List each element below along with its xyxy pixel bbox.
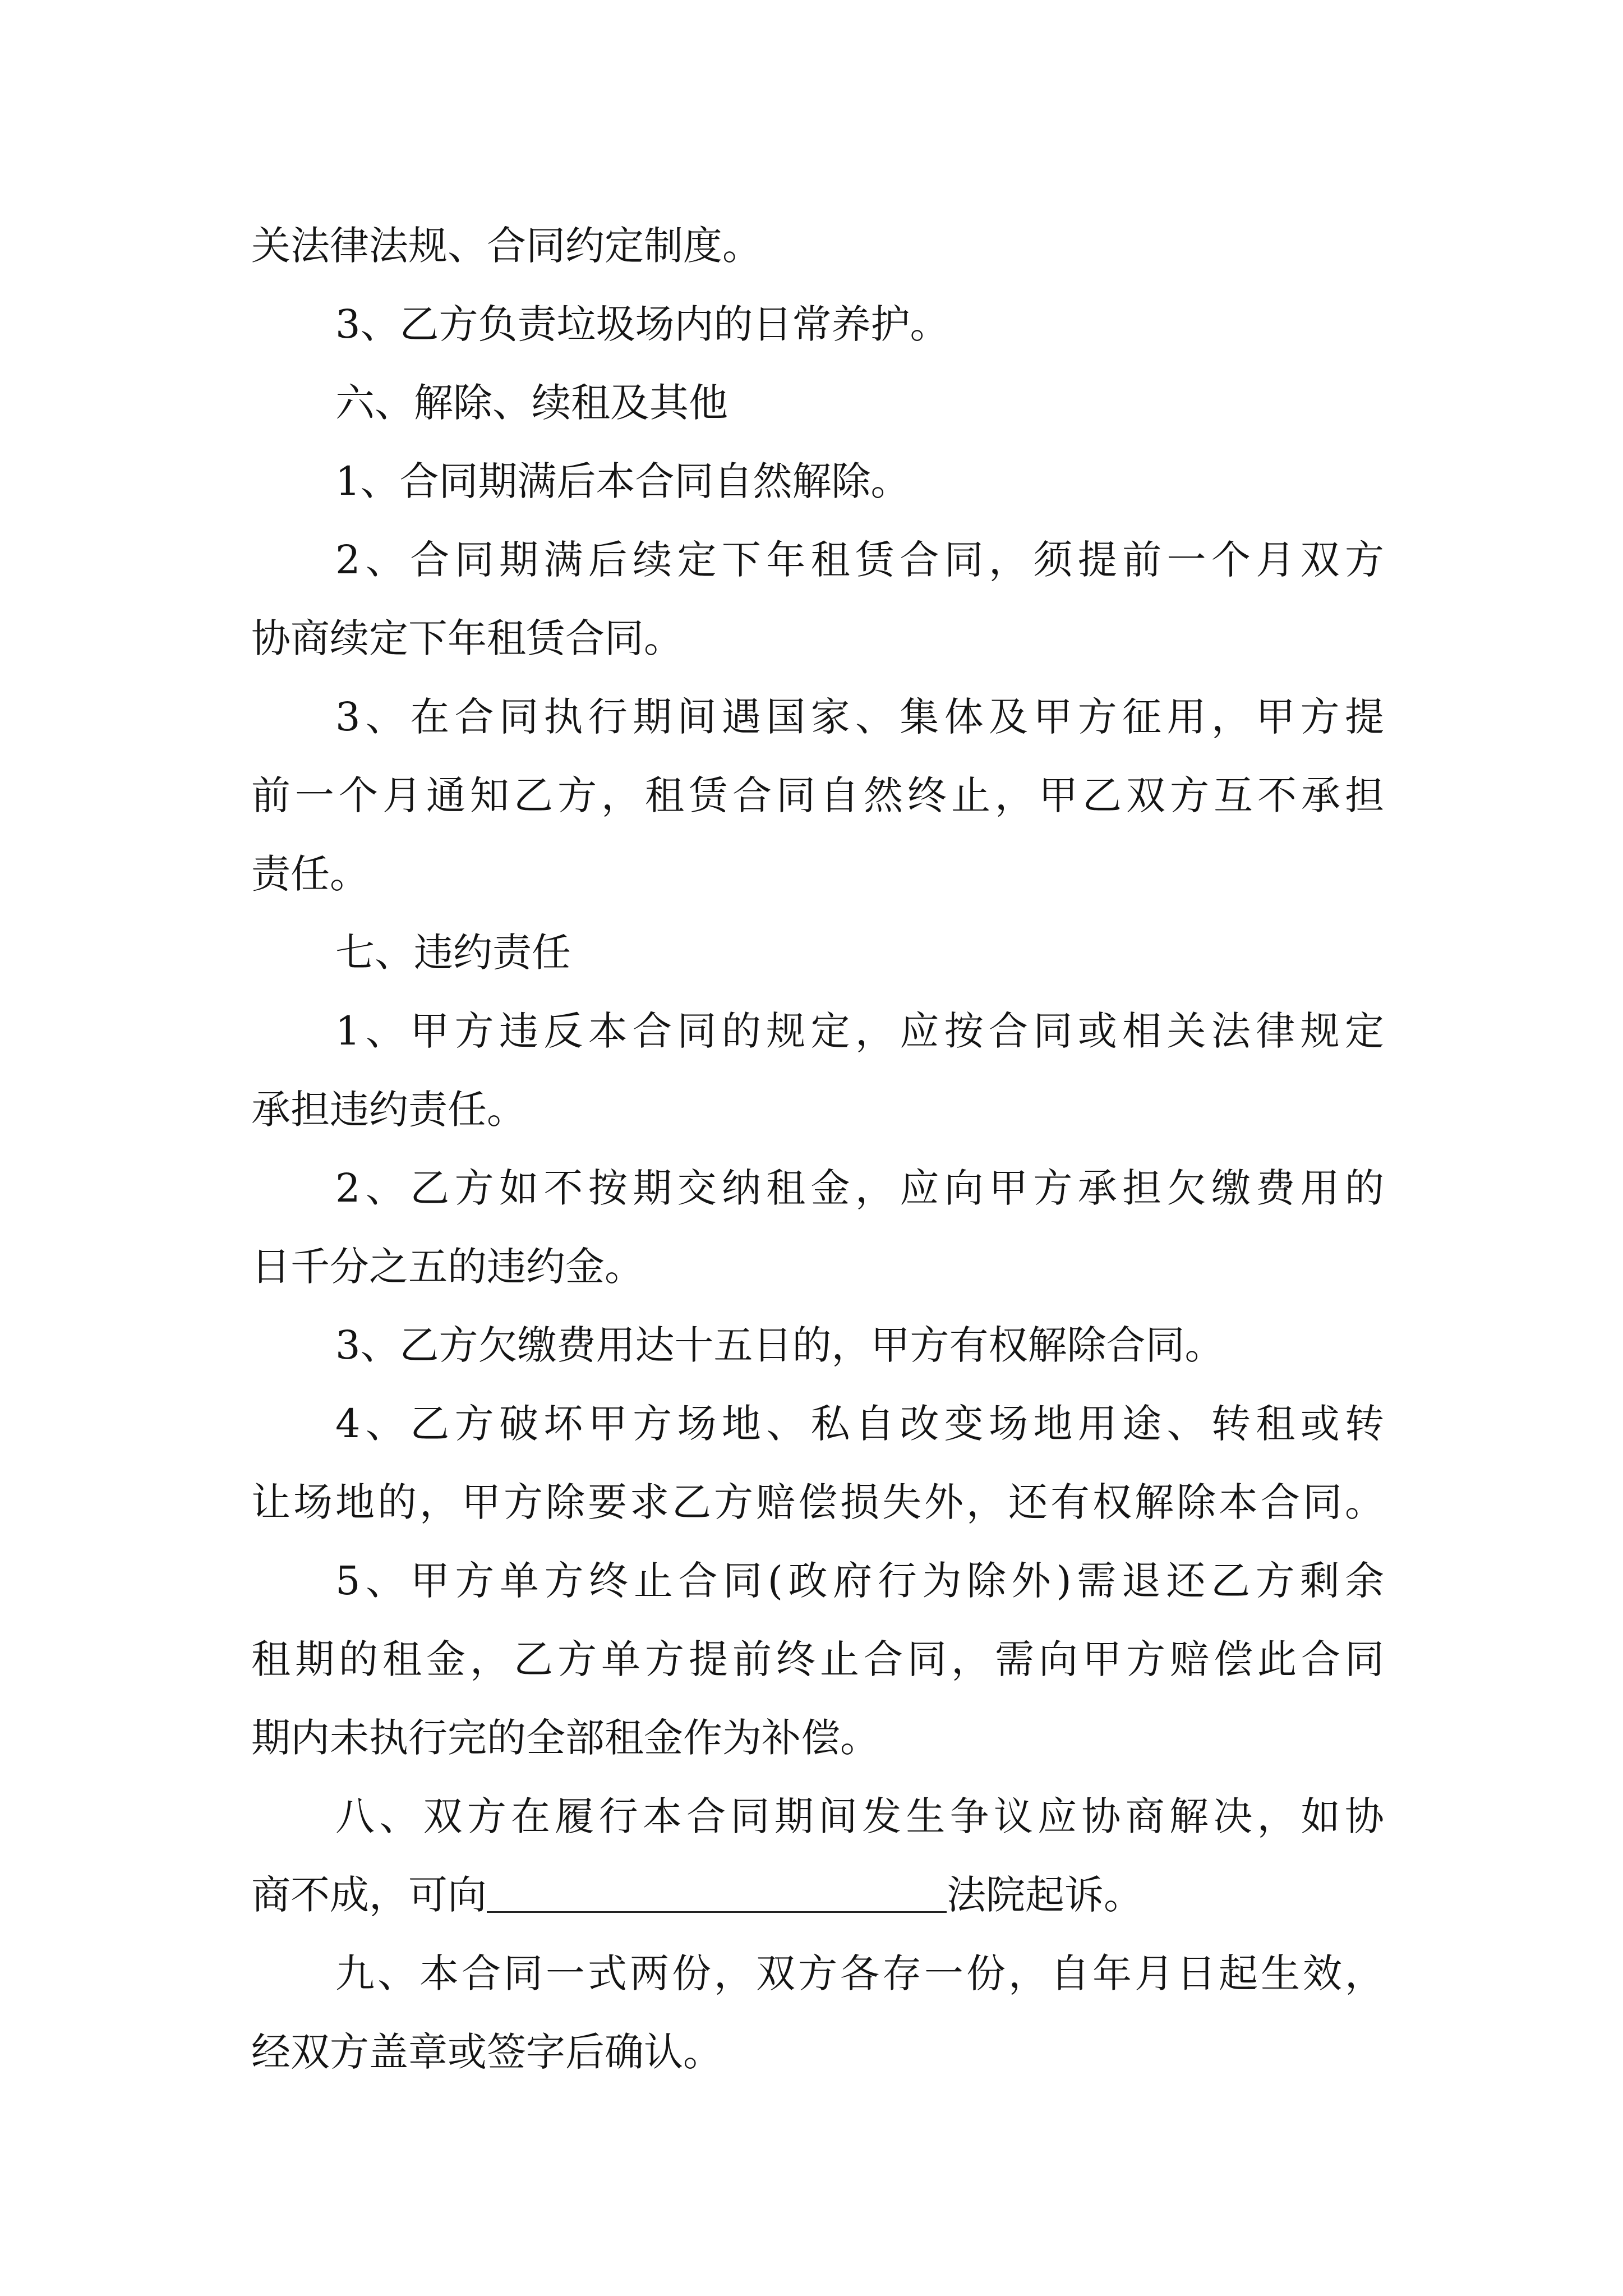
paragraph-line [0,1547,1623,1614]
text-line: 日千分之五的违约金。 [251,1244,644,1290]
paragraph-line [0,1940,1623,2007]
paragraph-line [0,1154,1623,1222]
section-heading: 七、违约责任 [335,930,571,976]
paragraph-line [0,762,1623,829]
text-line: 承担违约责任。 [251,1087,526,1133]
paragraph-line [0,1626,1623,1693]
text-line: 2、合同期满后续定下年租赁合同，须提前一个月双方 [335,537,1384,583]
paragraph-line [0,2018,1623,2086]
text-line: 九、本合同一式两份，双方各存一份，自年月日起生效， [335,1950,1384,1996]
section-heading-line [0,369,1623,436]
paragraph-line [0,1076,1623,1143]
paragraph-line [0,1783,1623,1850]
paragraph-line [0,683,1623,751]
paragraph-line [0,1390,1623,1457]
text-line: 八、双方在履行本合同期间发生争议应协商解决，如协 [335,1793,1384,1839]
paragraph-line [0,605,1623,672]
text-line: 责任。 [251,851,369,897]
paragraph-line [0,1469,1623,1536]
text-segment: 商不成，可向 [251,1872,487,1918]
paragraph-line [0,291,1623,358]
text-segment: 法院起诉。 [947,1872,1143,1918]
paragraph-line [0,448,1623,515]
text-line: 1、合同期满后本合同自然解除。 [335,458,910,504]
paragraph-line [0,1233,1623,1300]
text-line: 4、乙方破坏甲方场地、私自改变场地用途、转租或转 [335,1401,1384,1447]
paragraph-line [0,840,1623,908]
paragraph-line [0,1861,1623,1929]
paragraph-line [0,997,1623,1065]
text-line: 2、乙方如不按期交纳租金，应向甲方承担欠缴费用的 [335,1165,1384,1211]
text-line: 3、乙方负责垃圾场内的日常养护。 [335,301,949,347]
paragraph-line [0,212,1623,279]
text-line: 关法律法规、合同约定制度。 [251,223,762,269]
text-line: 3、在合同执行期间遇国家、集体及甲方征用，甲方提 [335,694,1384,740]
text-line: 经双方盖章或签字后确认。 [251,2029,722,2075]
paragraph-line [0,1704,1623,1772]
section-heading-line [0,919,1623,986]
text-line: 让场地的，甲方除要求乙方赔偿损失外，还有权解除本合同。 [251,1479,1384,1525]
text-line: 1、甲方违反本合同的规定，应按合同或相关法律规定 [335,1008,1384,1054]
text-line: 协商续定下年租赁合同。 [251,615,683,661]
text-line: 前一个月通知乙方，租赁合同自然终止，甲乙双方互不承担 [251,772,1384,818]
text-line: 租期的租金，乙方单方提前终止合同，需向甲方赔偿此合同 [251,1636,1384,1682]
court-name-blank-field[interactable] [487,1872,947,1913]
text-line: 5、甲方单方终止合同(政府行为除外)需退还乙方剩余 [335,1558,1384,1604]
text-line-with-blank [251,1861,1143,1929]
section-heading: 六、解除、续租及其他 [335,380,728,426]
text-line: 期内未执行完的全部租金作为补偿。 [251,1715,879,1761]
paragraph-line [0,526,1623,593]
text-line: 3、乙方欠缴费用达十五日的，甲方有权解除合同。 [335,1322,1224,1368]
paragraph-line [0,1312,1623,1379]
